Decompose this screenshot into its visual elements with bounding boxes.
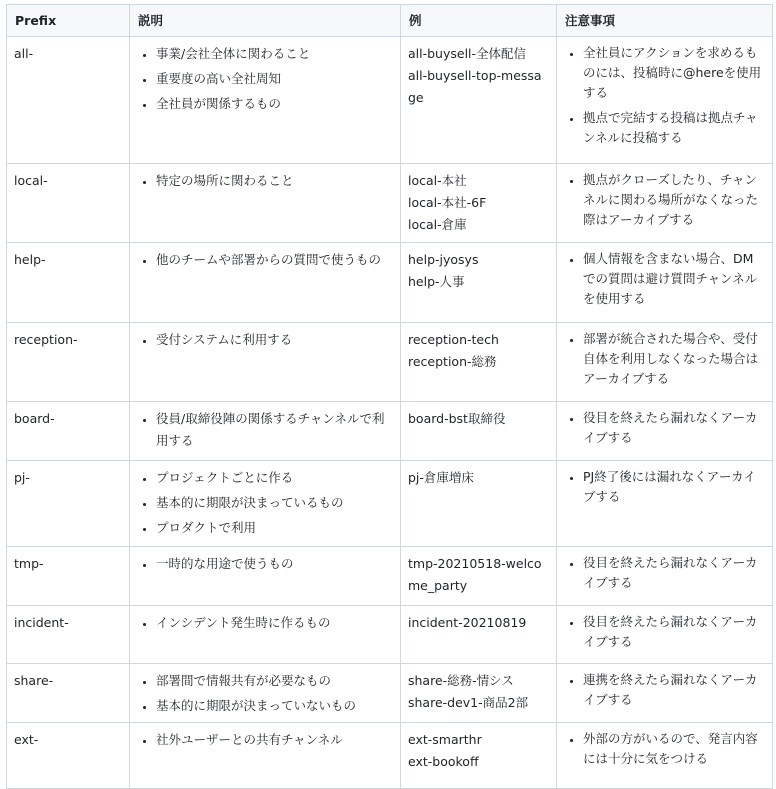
description-cell — [130, 164, 401, 243]
description-item: • 一時的な用途で使うもの — [156, 553, 393, 575]
description-item: • 基本的に期限が決まっているもの — [156, 492, 393, 514]
description-item: • 社外ユーザーとの共有チャンネル — [156, 729, 393, 751]
prefix-cell: tmp- — [7, 547, 130, 606]
example-item: incident-20210819 — [408, 615, 527, 630]
description-item: • 他のチームや部署からの質問で使うもの — [156, 249, 393, 271]
table-row — [7, 461, 773, 547]
header-example: 例 — [401, 5, 557, 37]
table-row — [7, 664, 773, 723]
description-cell — [130, 664, 401, 723]
prefix-cell: local- — [7, 164, 130, 243]
note-item: • 役目を終えたら漏れなくアーカイブする — [583, 408, 765, 448]
example-cell — [401, 723, 557, 789]
note-item: • 外部の方がいるので、発言内容には十分に気をつける — [583, 729, 765, 769]
description-item: • 受付システムに利用する — [156, 329, 393, 351]
description-list — [138, 612, 393, 634]
example-item: reception-総務 — [408, 354, 497, 369]
notes-cell — [557, 37, 773, 164]
table-row — [7, 37, 773, 164]
description-cell — [130, 402, 401, 461]
notes-list — [565, 670, 765, 710]
table-row — [7, 164, 773, 243]
prefix-cell: reception- — [7, 323, 130, 402]
example-item: share-dev1-商品2部 — [408, 695, 529, 710]
description-item: • 部署間で情報共有が必要なもの — [156, 670, 393, 692]
description-cell — [130, 243, 401, 323]
prefix-cell: share- — [7, 664, 130, 723]
description-item: • 役員/取締役陣の関係するチャンネルで利用する — [156, 408, 393, 452]
note-item: • 全社員にアクションを求めるものには、投稿時に@hereを使用する — [583, 43, 765, 103]
note-item: • 個人情報を含まない場合、DMでの質問は避け質問チャンネルを使用する — [583, 249, 765, 309]
description-list — [138, 729, 393, 751]
notes-cell — [557, 547, 773, 606]
note-item: • 拠点で完結する投稿は拠点チャンネルに投稿する — [583, 108, 765, 148]
description-list — [138, 249, 393, 271]
description-cell — [130, 606, 401, 664]
example-item: reception-tech — [408, 332, 499, 347]
note-item: • 役目を終えたら漏れなくアーカイブする — [583, 553, 765, 593]
example-cell — [401, 461, 557, 547]
description-item: • 事業/会社全体に関わること — [156, 43, 393, 65]
channel-prefix-table — [6, 4, 773, 789]
note-item: • 連携を終えたら漏れなくアーカイブする — [583, 670, 765, 710]
example-item: ext-bookoff — [408, 754, 479, 769]
example-cell — [401, 547, 557, 606]
notes-list — [565, 329, 765, 389]
description-cell — [130, 723, 401, 789]
description-item: • 基本的に期限が決まっていないもの — [156, 695, 393, 717]
example-item: help-jyosys — [408, 252, 479, 267]
note-item: • 役目を終えたら漏れなくアーカイブする — [583, 612, 765, 652]
header-description: 説明 — [130, 5, 401, 37]
description-cell — [130, 37, 401, 164]
example-item: local-倉庫 — [408, 217, 467, 232]
example-item: all-buysell-top-message — [408, 68, 542, 105]
description-list — [138, 408, 393, 452]
description-item: • インシデント発生時に作るもの — [156, 612, 393, 634]
example-item: tmp-20210518-welcome_party — [408, 556, 542, 593]
table-body — [7, 37, 773, 789]
notes-cell — [557, 461, 773, 547]
table-row — [7, 243, 773, 323]
description-cell — [130, 461, 401, 547]
notes-cell — [557, 402, 773, 461]
example-item: pj-倉庫増床 — [408, 470, 474, 485]
prefix-cell: pj- — [7, 461, 130, 547]
description-item: • プロジェクトごとに作る — [156, 467, 393, 489]
description-list — [138, 553, 393, 575]
notes-cell — [557, 664, 773, 723]
table-row — [7, 547, 773, 606]
note-item: • PJ終了後には漏れなくアーカイブする — [583, 467, 765, 507]
note-item: • 部署が統合された場合や、受付自体を利用しなくなった場合はアーカイブする — [583, 329, 765, 389]
table-row — [7, 606, 773, 664]
notes-list — [565, 43, 765, 148]
notes-cell — [557, 723, 773, 789]
example-item: ext-smarthr — [408, 732, 482, 747]
table-header-row — [7, 5, 773, 37]
example-item: share-総務-情シス — [408, 673, 514, 688]
example-cell — [401, 164, 557, 243]
description-item: • 特定の場所に関わること — [156, 170, 393, 192]
example-cell — [401, 402, 557, 461]
table-row — [7, 723, 773, 789]
description-item: • 重要度の高い全社周知 — [156, 68, 393, 90]
notes-cell — [557, 323, 773, 402]
example-cell — [401, 664, 557, 723]
table-row — [7, 402, 773, 461]
prefix-cell: help- — [7, 243, 130, 323]
table-row — [7, 323, 773, 402]
example-item: local-本社-6F — [408, 195, 487, 210]
description-list — [138, 329, 393, 351]
description-cell — [130, 547, 401, 606]
prefix-cell: all- — [7, 37, 130, 164]
description-cell — [130, 323, 401, 402]
prefix-cell: board- — [7, 402, 130, 461]
description-list — [138, 170, 393, 192]
notes-list — [565, 170, 765, 230]
notes-cell — [557, 606, 773, 664]
header-prefix: Prefix — [7, 5, 130, 37]
example-item: local-本社 — [408, 173, 467, 188]
note-item: • 拠点がクローズしたり、チャンネルに関わる場所がなくなった際はアーカイブする — [583, 170, 765, 230]
example-item: all-buysell-全体配信 — [408, 46, 527, 61]
header-notes: 注意事項 — [557, 5, 773, 37]
example-cell — [401, 243, 557, 323]
notes-list — [565, 612, 765, 652]
example-cell — [401, 323, 557, 402]
example-item: board-bst取締役 — [408, 411, 506, 426]
example-cell — [401, 606, 557, 664]
example-cell — [401, 37, 557, 164]
notes-cell — [557, 164, 773, 243]
notes-list — [565, 249, 765, 309]
prefix-cell: incident- — [7, 606, 130, 664]
notes-list — [565, 729, 765, 769]
description-list — [138, 670, 393, 717]
notes-cell — [557, 243, 773, 323]
example-item: help-人事 — [408, 274, 465, 289]
description-item: • プロダクトで利用 — [156, 517, 393, 539]
notes-list — [565, 467, 765, 507]
notes-list — [565, 553, 765, 593]
prefix-cell: ext- — [7, 723, 130, 789]
description-list — [138, 43, 393, 115]
notes-list — [565, 408, 765, 448]
description-item: • 全社員が関係するもの — [156, 93, 393, 115]
description-list — [138, 467, 393, 539]
